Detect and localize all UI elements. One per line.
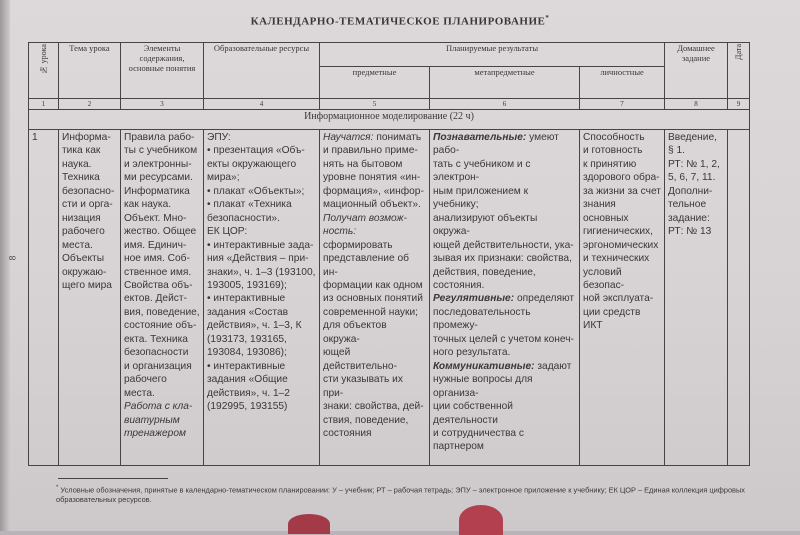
lesson-elements: Правила рабо- ты с учебником и электронны- ми ресурсами. Информатика как наука. Объект. Мно- жество. Общее имя. Единич- ное имя. Соб- ственное имя. Свойства объ- ектов. Дейст- вия, поведение, состояние объ- екта. Техника безопасности и организация рабочего места. Работа с кла- виатурным тренажером: [121, 130, 204, 466]
fingertip: [288, 514, 330, 534]
column-number: 9: [728, 99, 750, 110]
column-number: 6: [430, 99, 580, 110]
page-shadow: [0, 0, 10, 531]
header-subject: предметные: [320, 67, 430, 99]
column-number: 3: [121, 99, 204, 110]
header-planned-results: Планируемые результаты: [320, 43, 665, 67]
column-number: 1: [29, 99, 59, 110]
lesson-date: [728, 130, 750, 466]
header-meta: метапредметные: [430, 67, 580, 99]
section-heading: Информационное моделирование (22 ч): [29, 110, 750, 130]
homework: Введение, § 1. РТ: № 1, 2, 5, 6, 7, 11. Дополни- тельное задание: РТ: № 13: [665, 130, 728, 466]
footnote-divider: [58, 478, 168, 479]
page-title: КАЛЕНДАРНО-ТЕМАТИЧЕСКОЕ ПЛАНИРОВАНИЕ*: [250, 14, 550, 28]
header-lesson-no: № урока: [29, 43, 59, 99]
column-number: 8: [665, 99, 728, 110]
lesson-number: 1: [29, 130, 59, 466]
planning-table: [28, 42, 750, 466]
column-number: 7: [580, 99, 665, 110]
column-number: 2: [59, 99, 121, 110]
header-resources: Образовательные ресурсы: [204, 43, 320, 99]
lesson-topic: Информа- тика как наука. Техника безопасно- сти и орга- низация рабочего места. Объекты окружаю- щего мира: [59, 130, 121, 466]
header-homework: Домашнее задание: [665, 43, 728, 99]
page-number: 8: [7, 255, 18, 261]
header-elements: Элементы содержания, основные понятия: [121, 43, 204, 99]
meta-results: Познавательные: умеют рабо- тать с учебником и с электрон- ным приложением к учебнику; анализируют объекты окружа- ющей действительности, ука- зывая их признаки: свойства, действия, поведение, состояния. Регулятивные: определяют последовательность промежу- точных целей с учетом конеч- ного результата. Коммуникативные: задают нужные вопросы для организа- ции собственной деятельности и сотрудничества с партнером: [430, 130, 580, 466]
personal-results: Способность и готовность к принятию здорового обра- за жизни за счет знания основных гигиенических, эргономических и технических условий безопас- ной эксплуата- ции средств ИКТ: [580, 130, 665, 466]
column-number: 4: [204, 99, 320, 110]
column-number: 5: [320, 99, 430, 110]
lesson-resources: ЭПУ: • презентация «Объ- екты окружающего мира»; • плакат «Объекты»; • плакат «Техника безопасности». ЕК ЦОР: • интерактивные зада- ния «Действия – при- знаки», ч. 1–3 (193100, 193005, 193169); • интерактивные задания «Состав действия», ч. 1–3, К (193173, 193165, 193084, 193086); • интерактивные задания «Общие действия», ч. 1–2 (192995, 193155): [204, 130, 320, 466]
header-topic: Тема урока: [59, 43, 121, 99]
header-date: Дата: [728, 43, 750, 99]
header-personal: личностные: [580, 67, 665, 99]
subject-results: Научатся: понимать и правильно приме- нять на бытовом уровне понятия «ин- формация», «инфор- мационный объект». Получат возмож- ность: сформировать представление об ин- формации как одном из основных понятий современной науки; для объектов окружа- ющей действительно- сти указывать их при- знаки: свойства, дей- ствия, поведение, состояния: [320, 130, 430, 466]
footnote: * Условные обозначения, принятые в календарно-тематическом планировании: У – учебник; РТ – рабочая тетрадь; ЭПУ – электронное приложение к учебнику; ЕК ЦОР – Единая коллекция цифровых образовательных ресурсов.: [56, 485, 745, 505]
